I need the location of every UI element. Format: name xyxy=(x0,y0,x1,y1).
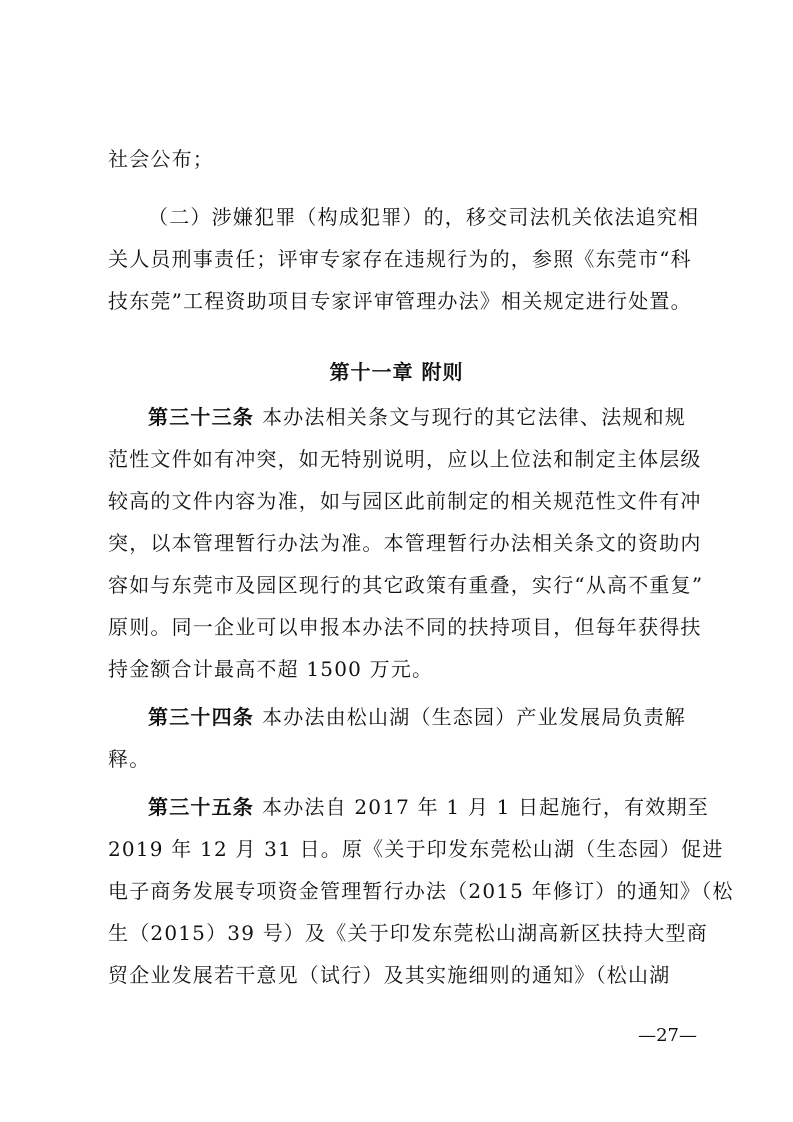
text-line: 贸企业发展若干意见（试行）及其实施细则的通知》（松山湖 xyxy=(108,963,671,987)
article-34-text: 本办法由松山湖（生态园）产业发展局负责解 xyxy=(262,705,686,729)
text-line: 释。 xyxy=(108,747,151,771)
article-34-label: 第三十四条 xyxy=(148,705,254,729)
text-line: 较高的文件内容为准，如与园区此前制定的相关规范性文件有冲 xyxy=(108,489,702,513)
text-line: 范性文件如有冲突，如无特别说明，应以上位法和制定主体层级 xyxy=(108,447,702,471)
text-line: 社会公布； xyxy=(108,147,214,171)
text-line: 容如与东莞市及园区现行的其它政策有重叠，实行“从高不重复” xyxy=(108,573,704,597)
text-line: （二）涉嫌犯罪（构成犯罪）的，移交司法机关依法追究相 xyxy=(148,205,700,229)
text-line: 原则。同一企业可以申报本办法不同的扶持项目，但每年获得扶 xyxy=(108,615,702,639)
text-line: 电子商务发展专项资金管理暂行办法（2015 年修订）的通知》（松 xyxy=(108,879,734,903)
text-line: 技东莞”工程资助项目专家评审管理办法》相关规定进行处置。 xyxy=(108,289,692,313)
text-line: 2019 年 12 月 31 日。原《关于印发东莞松山湖（生态园）促进 xyxy=(108,837,724,861)
text-line: 生（2015）39 号）及《关于印发东莞松山湖高新区扶持大型商 xyxy=(108,921,708,945)
article-33-label: 第三十三条 xyxy=(148,405,254,429)
article-35-text: 本办法自 2017 年 1 月 1 日起施行，有效期至 xyxy=(262,795,709,819)
page-number: —27— xyxy=(638,1025,697,1046)
article-33-text: 本办法相关条文与现行的其它法律、法规和规 xyxy=(262,405,686,429)
text-line: 突，以本管理暂行办法为准。本管理暂行办法相关条文的资助内 xyxy=(108,531,702,555)
article-35-label: 第三十五条 xyxy=(148,795,254,819)
article-33-first-line xyxy=(148,403,698,431)
article-34-first-line xyxy=(148,703,698,731)
article-35-first-line xyxy=(148,793,709,821)
text-line: 关人员刑事责任；评审专家存在违规行为的，参照《东莞市“科 xyxy=(108,247,692,271)
chapter-title: 第十一章 附则 xyxy=(329,360,464,384)
text-line: 持金额合计最高不超 1500 万元。 xyxy=(108,657,434,681)
